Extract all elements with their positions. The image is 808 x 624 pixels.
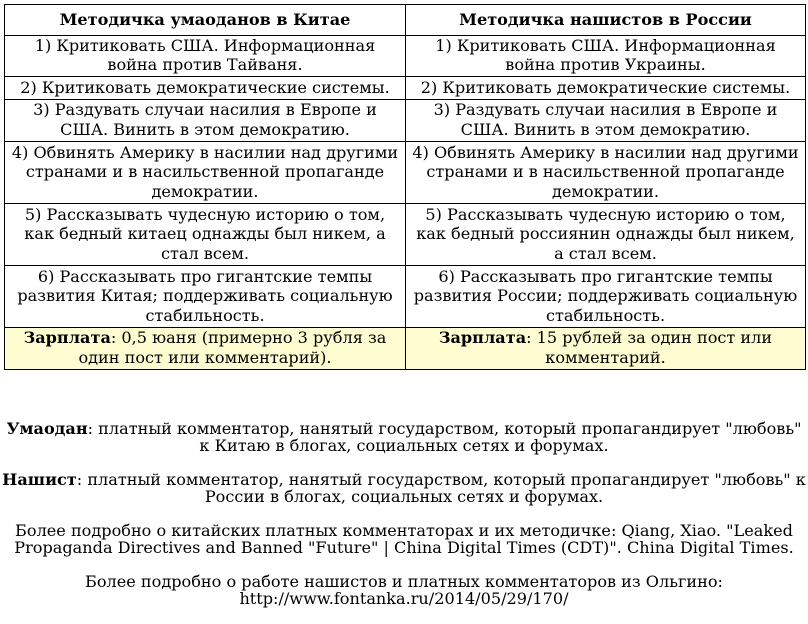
header-china: Методичка умаоданов в Китае <box>5 5 406 36</box>
cell-china-1: 1) Критиковать США. Информационная война против Тайваня. <box>5 36 406 77</box>
umaodan-term: Умаодан <box>6 419 88 438</box>
notes-section <box>0 420 808 624</box>
umaodan-definition <box>0 420 808 454</box>
cell-china-6: 6) Рассказывать про гигантские темпы развития Китая; поддерживать социальную стабильность. <box>5 265 406 327</box>
table-row <box>5 203 806 265</box>
salary-row <box>5 327 806 369</box>
source-russia <box>0 573 808 607</box>
salary-label-russia: Зарплата <box>438 328 527 348</box>
salary-value-china: : 0,5 юаня (примерно 3 рубля за один пост или комментарий). <box>78 328 387 367</box>
comparison-table <box>4 4 806 370</box>
table-row <box>5 141 806 203</box>
nashist-definition <box>0 471 808 505</box>
cell-china-2: 2) Критиковать демократические системы. <box>5 76 406 99</box>
cell-china-4: 4) Обвинять Америку в насилии над другими странами и в насильственной пропаганде демократии. <box>5 141 406 203</box>
salary-label-china: Зарплата <box>23 328 111 348</box>
cell-russia-3: 3) Раздувать случаи насилия в Европе и США. Винить в этом демократию. <box>406 99 806 141</box>
cell-russia-6: 6) Рассказывать про гигантские темпы развития России; поддерживать социальную стабильность. <box>406 265 806 327</box>
table-row <box>5 36 806 77</box>
nashist-term: Нашист <box>2 470 77 489</box>
header-russia: Методичка нашистов в России <box>406 5 806 36</box>
source-russia-link[interactable]: http://www.fontanka.ru/2014/05/29/170/ <box>239 589 569 608</box>
source-china: Более подробно о китайских платных комментаторах и их методичке: Qiang, Xiao. "Leaked Propaganda Directives and Banned "Future" | China Digital Times (CDT)". China Digital Times. <box>14 521 794 557</box>
cell-russia-2: 2) Критиковать демократические системы. <box>406 76 806 99</box>
cell-russia-5: 5) Рассказывать чудесную историю о том, как бедный россиянин однажды был никем, а стал всем. <box>406 203 806 265</box>
table-row <box>5 76 806 99</box>
umaodan-text: : платный комментатор, нанятый государством, который пропагандирует "любовь" к Китаю в блогах, социальных сетях и форумах. <box>87 419 802 455</box>
salary-china <box>5 327 406 369</box>
cell-russia-1: 1) Критиковать США. Информационная война против Украины. <box>406 36 806 77</box>
cell-china-3: 3) Раздувать случаи насилия в Европе и США. Винить в этом демократию. <box>5 99 406 141</box>
table-row <box>5 265 806 327</box>
cell-china-5: 5) Рассказывать чудесную историю о том, как бедный китаец однажды был никем, а стал всем. <box>5 203 406 265</box>
table-row <box>5 99 806 141</box>
salary-value-russia: : 15 рублей за один пост или комментарий. <box>526 328 773 367</box>
table-header-row <box>5 5 806 36</box>
cell-russia-4: 4) Обвинять Америку в насилии над другими странами и в насильственной пропаганде демократии. <box>406 141 806 203</box>
salary-russia <box>406 327 806 369</box>
nashist-text: : платный комментатор, нанятый государством, который пропагандирует "любовь" к России в блогах, социальных сетях и форумах. <box>76 470 806 506</box>
source-russia-text: Более подробно о работе нашистов и платных комментаторов из Ольгино: <box>85 572 723 591</box>
